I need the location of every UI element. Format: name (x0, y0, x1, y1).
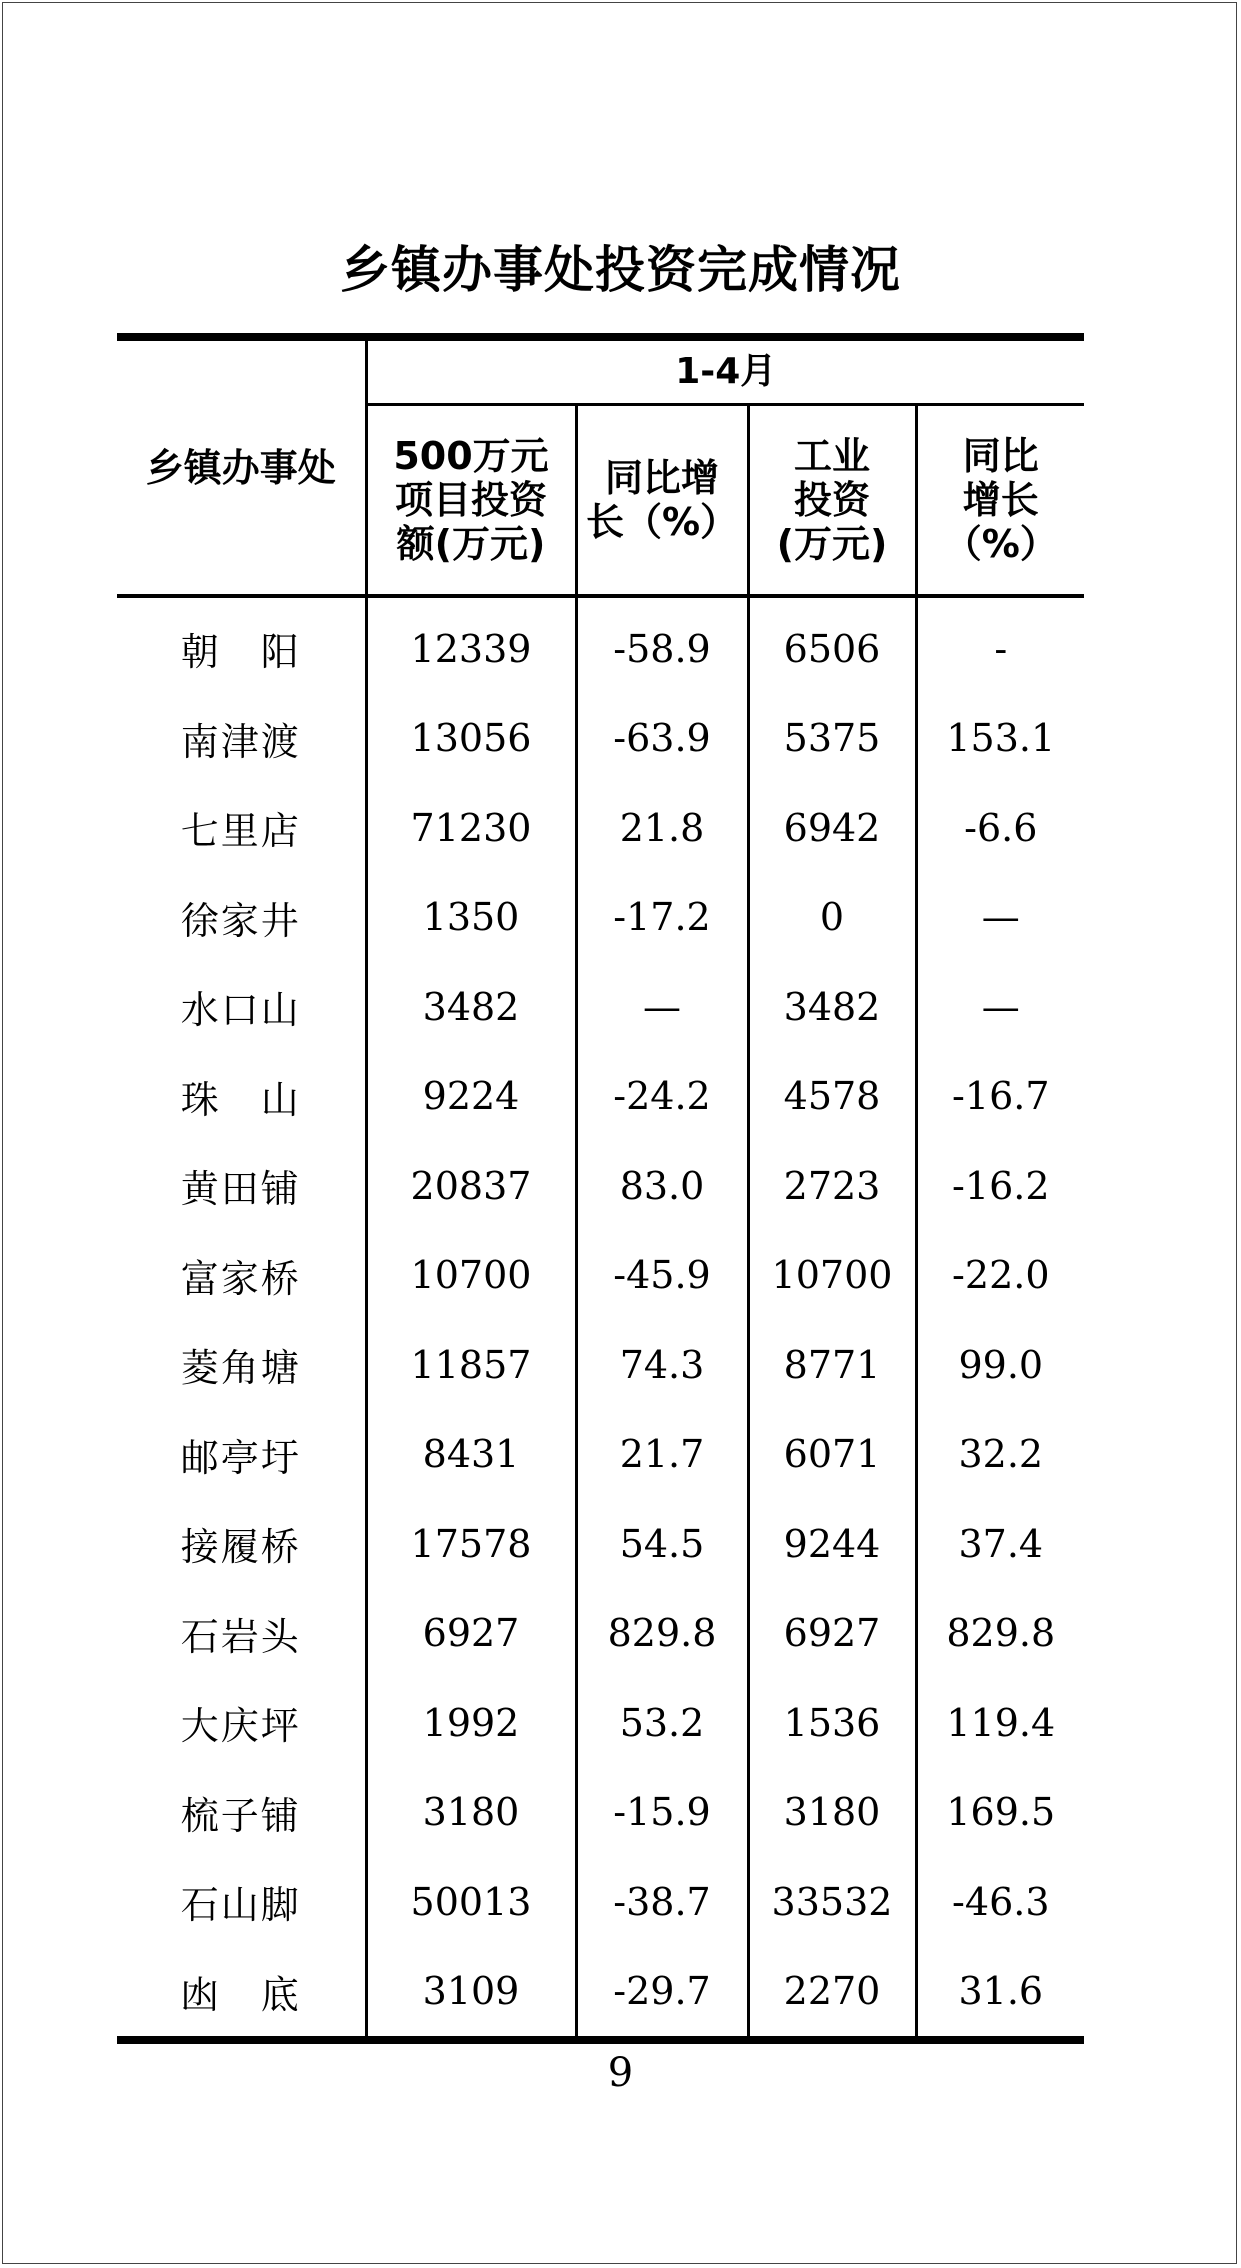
table-row (117, 694, 1084, 784)
project-yoy-cell: 21.7 (576, 1410, 748, 1500)
township-name: 珠 山 (180, 1077, 301, 1122)
township-name: 菱角塘 (180, 1346, 301, 1391)
township-name: 徐家井 (180, 898, 301, 943)
project-yoy-cell: 74.3 (576, 1320, 748, 1410)
table-row (117, 783, 1084, 873)
industrial-yoy-cell: — (916, 962, 1084, 1052)
table-row (117, 962, 1084, 1052)
project-investment-cell: 8431 (366, 1410, 576, 1500)
industrial-yoy-cell: -22.0 (916, 1231, 1084, 1321)
industrial-yoy-cell: 153.1 (916, 694, 1084, 784)
project-investment-cell: 3180 (366, 1768, 576, 1858)
township-name: 接履桥 (180, 1525, 301, 1570)
industrial-investment-cell: 6942 (748, 783, 916, 873)
industrial-investment-cell: 10700 (748, 1231, 916, 1321)
project-yoy-cell: -17.2 (576, 873, 748, 963)
project-yoy-cell: -63.9 (576, 694, 748, 784)
table-row (117, 1231, 1084, 1321)
project-investment-cell: 50013 (366, 1857, 576, 1947)
industrial-investment-cell: 0 (748, 873, 916, 963)
industrial-investment-cell: 4578 (748, 1052, 916, 1142)
township-name: 大庆坪 (180, 1704, 301, 1749)
col-header-project-investment: 500万元 项目投资 额(万元) (366, 405, 576, 597)
industrial-yoy-cell: - (916, 596, 1084, 694)
industrial-investment-cell: 33532 (748, 1857, 916, 1947)
project-investment-cell: 6927 (366, 1589, 576, 1679)
project-investment-cell: 13056 (366, 694, 576, 784)
table-row (117, 1320, 1084, 1410)
project-yoy-cell: -24.2 (576, 1052, 748, 1142)
township-name: 石山脚 (180, 1883, 301, 1928)
township-name: 凼 底 (117, 1947, 366, 2041)
township-name: 水口山 (180, 988, 301, 1033)
project-investment-cell: 12339 (366, 596, 576, 694)
industrial-investment-cell: 2723 (748, 1141, 916, 1231)
industrial-yoy-cell: 99.0 (916, 1320, 1084, 1410)
col-header-industrial-yoy: 同比 增长 （%） (916, 405, 1084, 597)
table-row (117, 1678, 1084, 1768)
table-row (117, 1141, 1084, 1231)
industrial-investment-cell: 1536 (748, 1678, 916, 1768)
table-row (117, 1052, 1084, 1142)
project-investment-cell: 17578 (366, 1499, 576, 1589)
period-header: 1-4月 (366, 337, 1084, 405)
col-header-project-yoy: 同比增 长（%） (576, 405, 748, 597)
industrial-yoy-cell: 829.8 (916, 1589, 1084, 1679)
industrial-yoy-cell: — (916, 873, 1084, 963)
industrial-investment-cell: 9244 (748, 1499, 916, 1589)
project-investment-cell: 71230 (366, 783, 576, 873)
project-yoy-cell: -29.7 (576, 1947, 748, 2041)
page-title: 乡镇办事处投资完成情况 (340, 241, 901, 299)
project-investment-cell: 10700 (366, 1231, 576, 1321)
industrial-yoy-cell: 169.5 (916, 1768, 1084, 1858)
industrial-investment-cell: 3180 (748, 1768, 916, 1858)
project-yoy-cell: — (576, 962, 748, 1052)
project-investment-cell: 1350 (366, 873, 576, 963)
table-row (117, 1768, 1084, 1858)
industrial-investment-cell: 5375 (748, 694, 916, 784)
project-investment-cell: 1992 (366, 1678, 576, 1768)
project-yoy-cell: -38.7 (576, 1857, 748, 1947)
project-investment-cell: 20837 (366, 1141, 576, 1231)
township-name: 邮亭圩 (180, 1435, 301, 1480)
project-investment-cell: 3109 (366, 1947, 576, 2041)
table-row (117, 1857, 1084, 1947)
table-row (117, 1410, 1084, 1500)
project-yoy-cell: 21.8 (576, 783, 748, 873)
industrial-investment-cell: 6071 (748, 1410, 916, 1500)
project-yoy-cell: 54.5 (576, 1499, 748, 1589)
col-header-industrial-investment: 工业 投资 (万元) (748, 405, 916, 597)
industrial-yoy-cell: 31.6 (916, 1947, 1084, 2041)
project-yoy-cell: -58.9 (576, 596, 748, 694)
project-yoy-cell: 53.2 (576, 1678, 748, 1768)
table-row (117, 1499, 1084, 1589)
industrial-yoy-cell: -46.3 (916, 1857, 1084, 1947)
industrial-investment-cell: 3482 (748, 962, 916, 1052)
industrial-yoy-cell: 37.4 (916, 1499, 1084, 1589)
investment-table (117, 333, 1084, 2044)
table-row (117, 1947, 1084, 2041)
township-name: 朝 阳 (180, 630, 301, 675)
industrial-yoy-cell: -16.7 (916, 1052, 1084, 1142)
project-yoy-cell: -15.9 (576, 1768, 748, 1858)
township-name: 七里店 (180, 809, 301, 854)
industrial-investment-cell: 6927 (748, 1589, 916, 1679)
row-header-township: 乡镇办事处 (117, 337, 366, 596)
township-name: 黄田铺 (180, 1167, 301, 1212)
page-number: 9 (607, 2050, 634, 2096)
industrial-investment-cell: 2270 (748, 1947, 916, 2041)
project-investment-cell: 3482 (366, 962, 576, 1052)
township-name: 富家桥 (180, 1256, 301, 1301)
table-row (117, 1589, 1084, 1679)
project-investment-cell: 9224 (366, 1052, 576, 1142)
township-name: 梳子铺 (180, 1793, 301, 1838)
project-investment-cell: 11857 (366, 1320, 576, 1410)
industrial-yoy-cell: -6.6 (916, 783, 1084, 873)
industrial-investment-cell: 8771 (748, 1320, 916, 1410)
project-yoy-cell: 829.8 (576, 1589, 748, 1679)
project-yoy-cell: 83.0 (576, 1141, 748, 1231)
industrial-yoy-cell: 119.4 (916, 1678, 1084, 1768)
table-row (117, 596, 1084, 694)
township-name: 石岩头 (180, 1614, 301, 1659)
industrial-yoy-cell: 32.2 (916, 1410, 1084, 1500)
township-name: 南津渡 (180, 719, 301, 764)
table-body (117, 596, 1084, 2040)
industrial-investment-cell: 6506 (748, 596, 916, 694)
table-row (117, 873, 1084, 963)
project-yoy-cell: -45.9 (576, 1231, 748, 1321)
industrial-yoy-cell: -16.2 (916, 1141, 1084, 1231)
